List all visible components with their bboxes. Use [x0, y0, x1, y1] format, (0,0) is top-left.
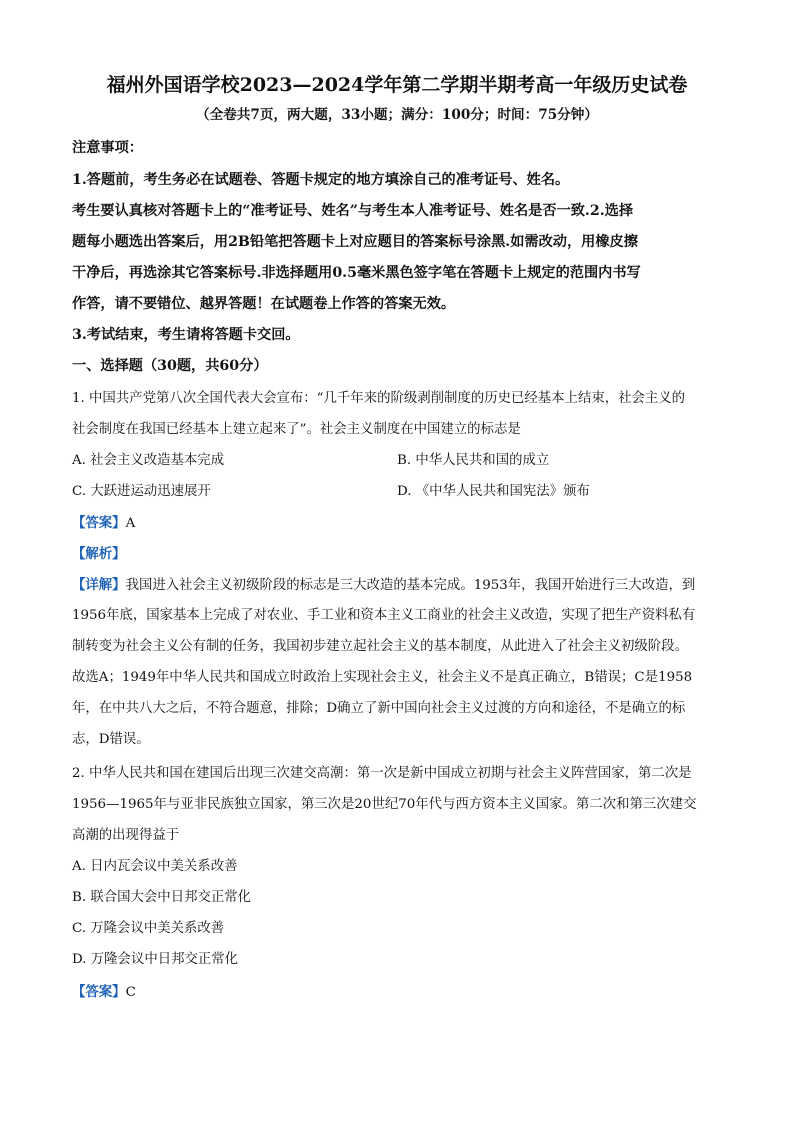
option-d: D. 《中华人民共和国宪法》颁布	[397, 484, 590, 499]
analysis-tag: 【解析】	[72, 546, 126, 562]
page-title: 福州外国语学校2023—2024学年第二学期半期考高一年级历史试卷	[106, 74, 688, 96]
answer-tag: 【答案】	[72, 515, 126, 531]
section-heading: 一、选择题（30题，共60分）	[72, 358, 268, 374]
detail-text: 制转变为社会主义公有制的任务，我国初步建立起社会主义的基本制度，从此进入了社会主义初级阶段。	[72, 639, 688, 654]
detail-line	[72, 575, 695, 596]
notice-line: 题每小题选出答案后，用2B铅笔把答题卡上对应题目的答案标号涂黑.如需改动，用橡皮擦	[72, 234, 638, 250]
option-a: A. 社会主义改造基本完成	[72, 453, 225, 468]
detail-tag: 【详解】	[72, 577, 126, 593]
notice-line: 干净后，再选涂其它答案标号.非选择题用0.5毫米黑色签字笔在答题卡上规定的范围内书写	[72, 265, 641, 281]
question-stem: 2. 中华人民共和国在建国后出现三次建交高潮：第一次是新中国成立初期与社会主义阵营国家，第二次是	[72, 766, 692, 781]
question-stem: 1956—1965年与亚非民族独立国家，第三次是20世纪70年代与西方资本主义国家。第二次和第三次建交	[72, 797, 697, 812]
option-a: A. 日内瓦会议中美关系改善	[72, 859, 238, 874]
notice-line: 1.答题前，考生务必在试题卷、答题卡规定的地方填涂自己的准考证号、姓名。	[72, 172, 570, 188]
detail-text: 故选A；1949年中华人民共和国成立时政治上实现社会主义，社会主义不是真正确立，B错误；C是1958	[72, 670, 693, 685]
question-stem: 1. 中国共产党第八次全国代表大会宣布：“几千年来的阶级剥削制度的历史已经基本上结束，社会主义的	[72, 391, 686, 406]
notice-line: 3.考试结束，考生请将答题卡交回。	[72, 327, 300, 343]
question-stem: 高潮的出现得益于	[72, 828, 180, 843]
answer-line	[72, 982, 136, 1003]
detail-text: 1956年底，国家基本上完成了对农业、手工业和资本主义工商业的社会主义改造，实现了把生产资料私有	[72, 608, 696, 623]
analysis-line	[72, 544, 126, 565]
question-stem: 社会制度在我国已经基本上建立起来了”。社会主义制度在中国建立的标志是	[72, 422, 521, 437]
notice-heading: 注意事项：	[72, 140, 143, 156]
notice-line: 作答，请不要错位、越界答题！在试题卷上作答的答案无效。	[72, 296, 456, 312]
option-d: D. 万隆会议中日邦交正常化	[72, 952, 239, 967]
answer-line	[72, 513, 135, 534]
option-b: B. 联合国大会中日邦交正常化	[72, 890, 252, 905]
answer-value: C	[125, 985, 136, 1000]
option-b: B. 中华人民共和国的成立	[397, 453, 550, 468]
notice-line: 考生要认真核对答题卡上的“准考证号、姓名”与考生本人准考证号、姓名是否一致.2.选择	[72, 203, 634, 219]
answer-tag: 【答案】	[72, 984, 126, 1000]
option-c: C. 大跃进运动迅速展开	[72, 484, 211, 499]
answer-value: A	[125, 516, 136, 531]
option-c: C. 万隆会议中美关系改善	[72, 921, 225, 936]
detail-text: 年，在中共八大之后，不符合题意，排除；D确立了新中国向社会主义过渡的方向和途径，不是确立的标	[72, 701, 686, 716]
detail-text: 我国进入社会主义初级阶段的标志是三大改造的基本完成。1953年，我国开始进行三大改造，到	[125, 578, 696, 593]
detail-text: 志，D错误。	[72, 732, 150, 747]
exam-info: （全卷共7页，两大题，33小题；满分：100分；时间：75分钟）	[196, 107, 598, 123]
